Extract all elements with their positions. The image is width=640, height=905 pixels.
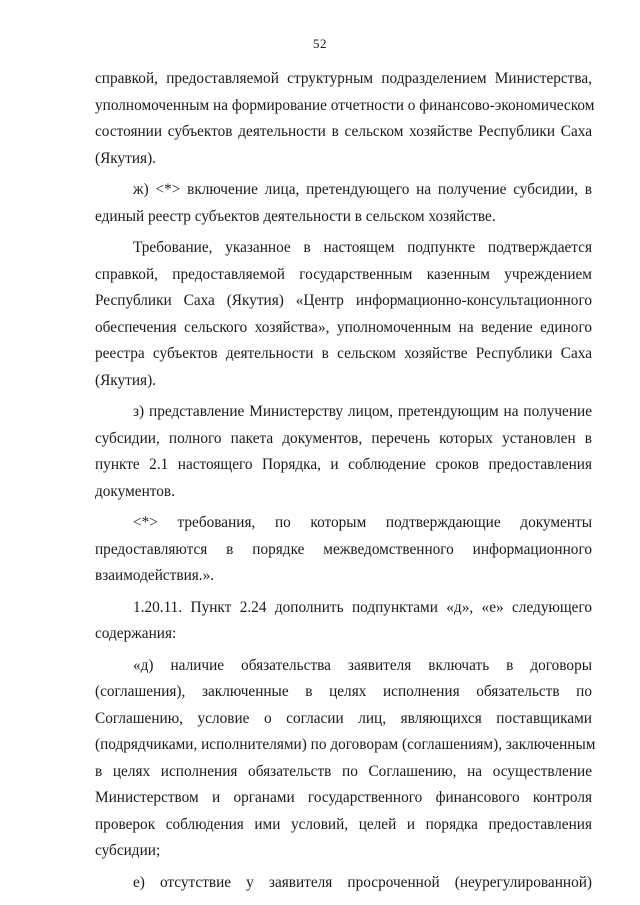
text-line: субсидии, полного пакета документов, перечень которых установлен в <box>95 429 592 447</box>
text-line: субсидии; <box>95 842 161 859</box>
text-line: 1.20.11. Пункт 2.24 дополнить подпунктами «д», «е» следующего <box>133 598 592 616</box>
text-line: состоянии субъектов деятельности в сельском хозяйстве Республики Саха <box>95 123 592 140</box>
paragraph-4 <box>95 399 592 505</box>
text-line: проверок соблюдения ими условий, целей и порядка предоставления <box>95 815 592 833</box>
text-line: (соглашения), заключенные в целях исполнения обязательств по <box>95 683 592 700</box>
text-line: уполномоченным на формирование отчетности о финансово-экономическом <box>95 96 595 114</box>
text-line: пункте 2.1 настоящего Порядка, и соблюдение сроков предоставления <box>95 456 592 473</box>
text-line: единый реестр субъектов деятельности в сельском хозяйстве. <box>95 207 496 225</box>
text-line: реестра субъектов деятельности в сельском хозяйстве Республики Саха <box>95 345 592 362</box>
text-line: справкой, предоставляемой структурным подразделением Министерства, <box>95 70 592 87</box>
paragraph-7 <box>95 653 596 865</box>
text-line: «д) наличие обязательства заявителя включать в договоры <box>133 656 592 674</box>
text-line: Министерством и органами государственного финансового контроля <box>95 789 592 806</box>
paragraph-5 <box>95 510 592 590</box>
text-line: Соглашению, условие о согласии лиц, являющихся поставщиками <box>95 709 592 727</box>
text-line: е) отсутствие у заявителя просроченной (неурегулированной) <box>133 873 592 891</box>
text-line: содержания: <box>95 625 177 642</box>
text-line: Республики Саха (Якутия) «Центр информационно-консультационного <box>95 292 592 309</box>
paragraph-6 <box>95 595 592 648</box>
text-line: документов. <box>95 482 175 500</box>
text-line: з) представление Министерству лицом, претендующим на получение <box>133 403 592 420</box>
text-line: ж) <*> включение лица, претендующего на получение субсидии, в <box>133 181 592 198</box>
text-line: Требование, указанное в настоящем подпункте подтверждается <box>133 239 592 256</box>
text-line: в целях исполнения обязательств по Соглашению, на осуществление <box>95 762 592 780</box>
text-line: <*> требования, по которым подтверждающие документы <box>133 514 592 531</box>
text-line: обеспечения сельского хозяйства», уполномоченным на ведение единого <box>95 318 592 336</box>
text-line: взаимодействия.». <box>95 567 215 584</box>
paragraph-3 <box>95 235 592 394</box>
paragraph-2 <box>95 177 592 230</box>
text-line: предоставляются в порядке межведомственного информационного <box>95 540 592 558</box>
paragraph-1 <box>95 66 595 172</box>
document-body <box>95 66 596 896</box>
text-line: (Якутия). <box>95 371 156 389</box>
text-line: (Якутия). <box>95 149 156 167</box>
text-line: (подрядчиками, исполнителями) по договорам (соглашениям), заключенным <box>95 736 596 753</box>
paragraph-8 <box>95 870 592 897</box>
page-number: 52 <box>313 36 327 51</box>
text-line: справкой, предоставляемой государственным казенным учреждением <box>95 265 592 283</box>
